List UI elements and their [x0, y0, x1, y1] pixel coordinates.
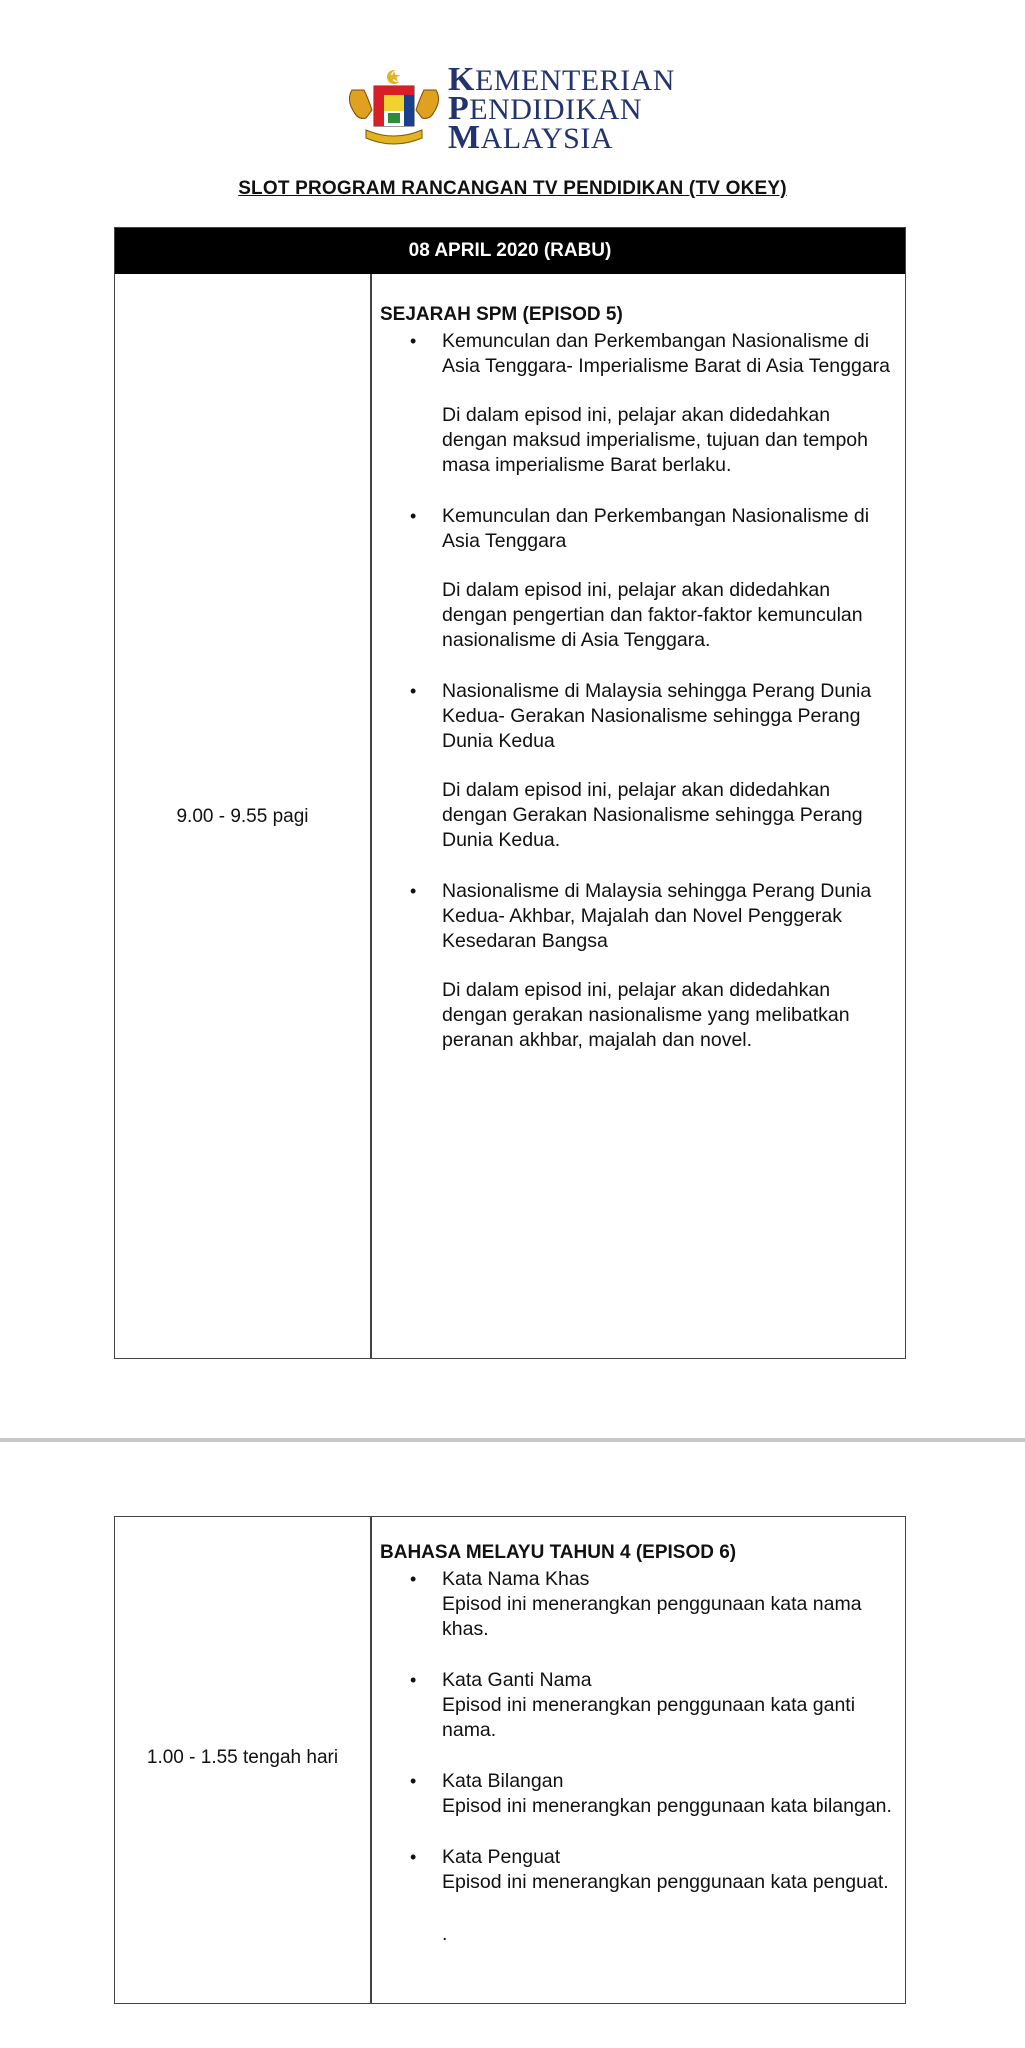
topic-item	[380, 329, 895, 478]
document-title: SLOT PROGRAM RANCANGAN TV PENDIDIKAN (TV OKEY)	[238, 178, 787, 199]
topic-description: Episod ini menerangkan penggunaan kata ganti nama.	[442, 1694, 856, 1741]
topic-item	[380, 504, 895, 653]
document-page-2	[0, 1446, 1025, 2048]
topic-description: Di dalam episod ini, pelajar akan didedahkan dengan pengertian dan faktor-faktor kemunculan nasionalisme di Asia Tenggara.	[442, 579, 863, 651]
topic-item	[380, 1567, 895, 1642]
topic-item	[380, 1668, 895, 1743]
topic-description: Episod ini menerangkan penggunaan kata nama khas.	[442, 1593, 862, 1640]
topic-title: Kemunculan dan Perkembangan Nasionalisme di Asia Tenggara- Imperialisme Barat di Asia Tenggara	[442, 330, 891, 377]
topic-description: Di dalam episod ini, pelajar akan didedahkan dengan Gerakan Nasionalisme sehingga Perang Dunia Kedua.	[442, 779, 863, 851]
date-header: 08 APRIL 2020 (RABU)	[115, 228, 905, 274]
topic-title: Nasionalisme di Malaysia sehingga Perang Dunia Kedua- Gerakan Nasionalisme sehingga Perang Dunia Kedua	[442, 680, 872, 752]
program-title: BAHASA MELAYU TAHUN 4 (EPISOD 6)	[380, 1542, 737, 1563]
program-details	[380, 1540, 895, 1947]
topic-list	[380, 329, 895, 1053]
topic-item	[380, 879, 895, 1053]
bullet-icon: •	[410, 1847, 417, 1867]
topic-description: Episod ini menerangkan penggunaan kata penguat.	[442, 1871, 889, 1893]
topic-title: Kata Bilangan	[442, 1770, 564, 1792]
topic-description: Di dalam episod ini, pelajar akan didedahkan dengan gerakan nasionalisme yang melibatkan peranan akhbar, majalah dan novel.	[442, 979, 850, 1051]
topic-title: Nasionalisme di Malaysia sehingga Perang Dunia Kedua- Akhbar, Majalah dan Novel Penggerak Kesedaran Bangsa	[442, 880, 872, 952]
bullet-icon: •	[410, 1569, 417, 1589]
bullet-icon: •	[410, 1670, 417, 1690]
logo-line-2: ENDIDIKAN	[469, 93, 643, 126]
column-divider	[370, 1517, 372, 2003]
time-slot: 1.00 - 1.55 tengah hari	[146, 1747, 339, 1768]
topic-description: Episod ini menerangkan penggunaan kata bilangan.	[442, 1795, 892, 1817]
page-separator	[0, 1436, 1025, 1446]
program-title: SEJARAH SPM (EPISOD 5)	[380, 304, 623, 325]
program-details	[380, 302, 895, 1053]
bullet-icon: •	[410, 1771, 417, 1791]
topic-title: Kata Ganti Nama	[442, 1669, 592, 1691]
topic-item	[380, 1845, 895, 1895]
topic-item	[380, 679, 895, 853]
column-divider	[370, 274, 372, 1358]
time-slot: 9.00 - 9.55 pagi	[176, 806, 309, 827]
topic-description: Di dalam episod ini, pelajar akan didedahkan dengan maksud imperialisme, tujuan dan tempoh masa imperialisme Barat berlaku.	[442, 404, 869, 476]
topic-list	[380, 1567, 895, 1895]
trailing-mark: .	[442, 1923, 448, 1945]
logo-line-1: EMENTERIAN	[474, 64, 675, 97]
logo-line-3: ALAYSIA	[480, 122, 613, 155]
bullet-icon: •	[410, 506, 417, 526]
bullet-icon: •	[410, 681, 417, 701]
malaysia-coat-of-arms-icon	[344, 68, 444, 148]
topic-title: Kata Nama Khas	[442, 1568, 590, 1590]
ministry-logo: KEMENTERIAN PENDIDIKAN MALAYSIA	[344, 66, 684, 150]
bullet-icon: •	[410, 881, 417, 901]
schedule-table-1	[114, 227, 906, 1359]
topic-item	[380, 1769, 895, 1819]
topic-title: Kata Penguat	[442, 1846, 561, 1868]
schedule-table-2	[114, 1516, 906, 2004]
topic-title: Kemunculan dan Perkembangan Nasionalisme di Asia Tenggara	[442, 505, 870, 552]
bullet-icon: •	[410, 331, 417, 351]
